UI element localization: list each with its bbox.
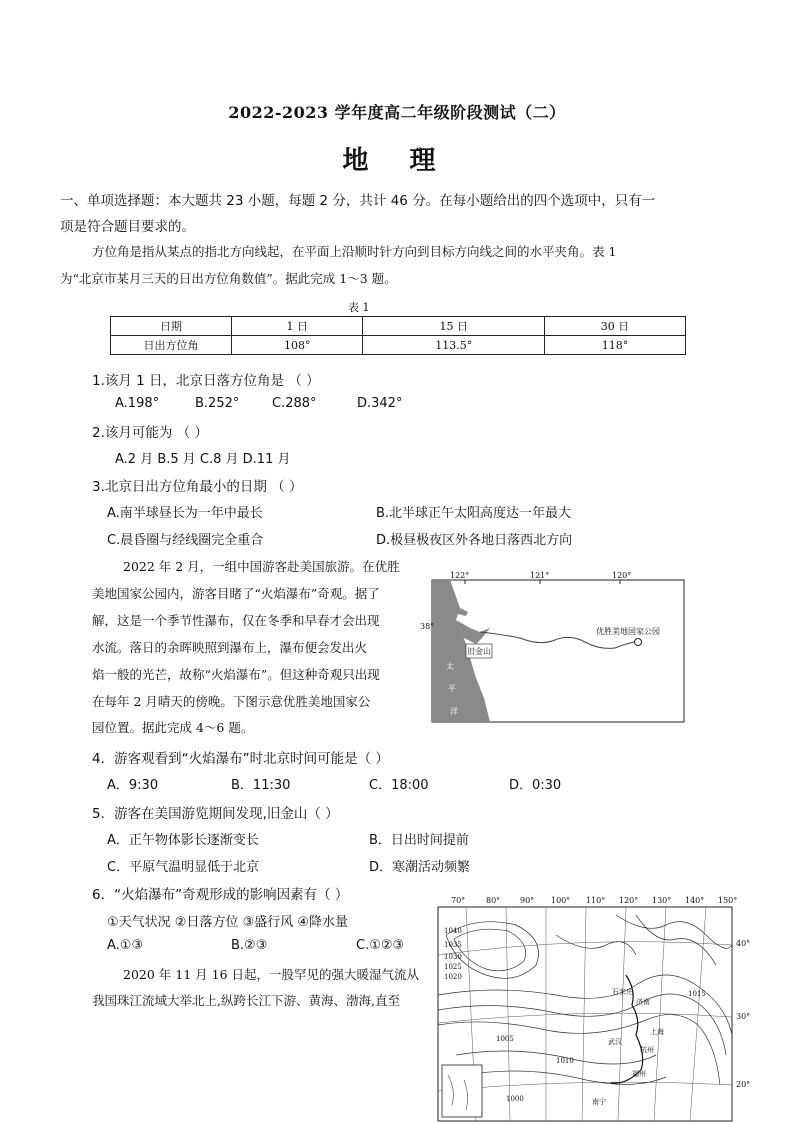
map2-lon-label: 100° bbox=[551, 896, 571, 905]
q5-option-c[interactable]: C．平原气温明显低于北京 bbox=[107, 860, 260, 875]
intro-line1: 方位角是指从某点的指北方向线起，在平面上沿顺时针方向到目标方向线之间的水平夹角。表 1 bbox=[92, 244, 617, 259]
map1-ocean-label: 平 bbox=[448, 684, 456, 693]
q4-option-d[interactable]: D．0:30 bbox=[509, 778, 562, 793]
map2-city-label: 福州 bbox=[632, 1070, 646, 1078]
q4-option-a[interactable]: A．9:30 bbox=[107, 778, 159, 793]
table-cell: 日出方位角 bbox=[111, 336, 232, 355]
passage3-line: 我国珠江流域大举北上,纵跨长江下游、黄海、渤海,直至 bbox=[92, 993, 400, 1008]
map2-lon-label: 140° bbox=[685, 896, 705, 905]
map2-lat-label: 30° bbox=[736, 1012, 751, 1021]
map2-lon-label: 90° bbox=[520, 896, 535, 905]
q6-option-b[interactable]: B.②③ bbox=[231, 938, 268, 953]
isobar-label: 1005 bbox=[496, 1035, 514, 1043]
q3-option-c[interactable]: C.晨昏圈与经线圈完全重合 bbox=[107, 533, 264, 548]
direction-table bbox=[110, 316, 686, 355]
isobar-label: 1030 bbox=[444, 953, 462, 961]
q4-option-c[interactable]: C．18:00 bbox=[369, 778, 429, 793]
yosemite-map bbox=[420, 568, 692, 726]
q6-option-a[interactable]: A.①③ bbox=[107, 938, 144, 953]
map2-lon-label: 110° bbox=[586, 896, 606, 905]
q6-factors: ①天气状况 ②日落方位 ③盛行风 ④降水量 bbox=[107, 915, 349, 930]
map1-ocean-label: 太 bbox=[446, 662, 454, 671]
q4-stem: 4．游客观看到“火焰瀑布”时北京时间可能是（ ） bbox=[92, 751, 389, 767]
passage2-line: 园位置。据此完成 4～6 题。 bbox=[92, 720, 254, 735]
q3-option-a[interactable]: A.南半球昼长为一年中最长 bbox=[107, 506, 263, 521]
map1-lon-label: 120° bbox=[612, 571, 632, 580]
passage3-line: 2020 年 11 月 16 日起，一股罕见的强大暖湿气流从 bbox=[123, 967, 419, 982]
table-header-cell: 30 日 bbox=[545, 317, 686, 336]
isobar-label: 1025 bbox=[444, 963, 462, 971]
map1-lon-label: 121° bbox=[530, 571, 550, 580]
map2-lon-label: 70° bbox=[451, 896, 466, 905]
map2-city-label: 武汉 bbox=[608, 1038, 622, 1046]
map1-city-label: 旧金山 bbox=[467, 647, 491, 656]
q5-option-b[interactable]: B．日出时间提前 bbox=[369, 833, 469, 848]
map2-city-label: 南宁 bbox=[592, 1098, 606, 1106]
isobar-label: 1040 bbox=[444, 927, 462, 935]
passage2-line: 在每年 2 月晴天的傍晚。下图示意优胜美地国家公 bbox=[92, 694, 371, 709]
map1-ocean-label: 洋 bbox=[450, 707, 458, 716]
section-heading-line1: 一、单项选择题：本大题共 23 小题，每题 2 分，共计 46 分。在每小题给出的四个选项中，只有一 bbox=[60, 193, 656, 209]
passage2-line: 焰一般的光芒，故称“火焰瀑布”。但这种奇观只出现 bbox=[92, 667, 380, 682]
q1-option-a[interactable]: A.198° bbox=[115, 396, 160, 411]
q5-option-a[interactable]: A．正午物体影长逐渐变长 bbox=[107, 833, 259, 848]
intro-line2: 为“北京市某月三天的日出方位角数值”。据此完成 1～3 题。 bbox=[60, 271, 397, 286]
q6-option-c[interactable]: C.①②③ bbox=[356, 938, 405, 953]
q3-option-b[interactable]: B.北半球正午太阳高度达一年最大 bbox=[376, 506, 572, 521]
q1-option-c[interactable]: C.288° bbox=[272, 396, 317, 411]
table-row bbox=[111, 336, 686, 355]
q2-stem: 2.该月可能为 （ ） bbox=[92, 425, 208, 441]
q6-stem: 6．“火焰瀑布”奇观形成的影响因素有（ ） bbox=[92, 887, 349, 903]
map2-lat-label: 40° bbox=[736, 939, 751, 948]
q4-option-b[interactable]: B．11:30 bbox=[231, 778, 291, 793]
map2-lon-label: 80° bbox=[486, 896, 501, 905]
map1-park-label: 优胜美地国家公园 bbox=[596, 627, 660, 636]
map2-lon-label: 150° bbox=[718, 896, 738, 905]
passage2-line: 美地国家公园内，游客目睹了“火焰瀑布”奇观。据了 bbox=[92, 586, 380, 601]
q1-stem: 1.该月 1 日，北京日落方位角是 （ ） bbox=[92, 373, 320, 389]
q2-options[interactable]: A.2 月 B.5 月 C.8 月 D.11 月 bbox=[115, 452, 291, 467]
isobar-label: 1000 bbox=[506, 1095, 524, 1103]
map2-lat-label: 20° bbox=[736, 1080, 751, 1089]
table-header-cell: 15 日 bbox=[363, 317, 545, 336]
table-cell: 118° bbox=[545, 336, 686, 355]
table-cell: 108° bbox=[232, 336, 363, 355]
isobar-label: 1020 bbox=[444, 973, 462, 981]
map1-lat-label: 38° bbox=[420, 622, 435, 631]
table-cell: 113.5° bbox=[363, 336, 545, 355]
passage2-line: 解，这是一个季节性瀑布，仅在冬季和早春才会出现 bbox=[92, 613, 380, 628]
passage2-line: 2022 年 2 月，一组中国游客赴美国旅游。在优胜 bbox=[123, 559, 400, 574]
table-header-row bbox=[111, 317, 686, 336]
passage2-line: 水流。落日的余晖映照到瀑布上，瀑布便会发出火 bbox=[92, 640, 368, 655]
q1-option-b[interactable]: B.252° bbox=[195, 396, 240, 411]
table-header-cell: 1 日 bbox=[232, 317, 363, 336]
map2-lon-label: 130° bbox=[652, 896, 672, 905]
isobar-label: 1035 bbox=[444, 941, 462, 949]
q5-option-d[interactable]: D．寒潮活动频繁 bbox=[369, 860, 471, 875]
map2-city-label: 济南 bbox=[636, 998, 650, 1006]
map2-city-label: 上海 bbox=[650, 1028, 664, 1036]
map2-city-label: 石家庄 bbox=[612, 988, 633, 996]
q1-option-d[interactable]: D.342° bbox=[357, 396, 403, 411]
map2-lon-label: 120° bbox=[619, 896, 639, 905]
exam-title: 2022-2023 学年度高二年级阶段测试（二） bbox=[228, 103, 566, 122]
map2-city-label: 杭州 bbox=[640, 1046, 654, 1054]
q3-stem: 3.北京日出方位角最小的日期 （ ） bbox=[92, 479, 303, 495]
isobar-map bbox=[436, 895, 754, 1123]
subject-title: 地 理 bbox=[342, 146, 452, 176]
table-header-cell: 日期 bbox=[111, 317, 232, 336]
q3-option-d[interactable]: D.极昼极夜区外各地日落西北方向 bbox=[376, 533, 573, 548]
table-caption: 表 1 bbox=[348, 301, 370, 314]
section-heading-line2: 项是符合题目要求的。 bbox=[60, 219, 195, 235]
map1-lon-label: 122° bbox=[450, 571, 470, 580]
q5-stem: 5．游客在美国游览期间发现,旧金山（ ） bbox=[92, 806, 339, 822]
isobar-label: 1015 bbox=[688, 990, 706, 998]
isobar-label: 1010 bbox=[556, 1057, 574, 1065]
